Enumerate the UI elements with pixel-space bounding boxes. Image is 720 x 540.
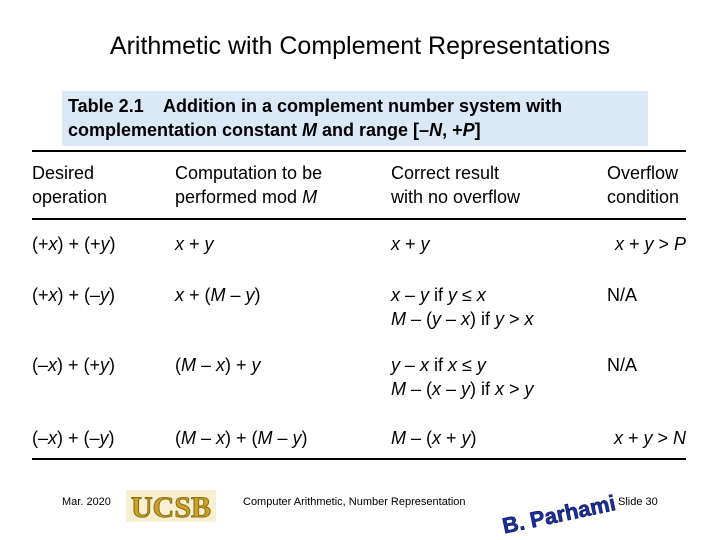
table-row-1-overflow: x + y > P (614, 234, 686, 254)
footer-slide-number: Slide 30 (618, 496, 658, 508)
slide-title: Arithmetic with Complement Representations (109, 32, 611, 60)
table-row-2-operation: (+x) + (–y) (32, 285, 116, 305)
table-row-4-operation: (–x) + (–y) (32, 428, 115, 448)
table-top-rule (32, 150, 686, 152)
table-row-3-computation: (M – x) + y (175, 355, 261, 375)
footer-date: Mar. 2020 (62, 496, 111, 508)
caption-line-1: Table 2.1 Addition in a complement number system with (68, 96, 563, 116)
header-result: Correct result with no overflow (391, 163, 521, 207)
header-overflow: Overflow condition (607, 163, 680, 207)
table-bottom-rule (32, 458, 686, 460)
table-caption (68, 94, 668, 142)
header-operation: Desired operation (32, 163, 108, 207)
ucsb-logo (126, 486, 216, 526)
table-row-4-result: M – (x + y) (391, 428, 477, 448)
table-row-2-result: x – y if y ≤ x M – (y – x) if y > x (391, 285, 534, 329)
table-row-3-operation: (–x) + (+y) (32, 355, 116, 375)
ucsb-logo-text: UCSB (130, 491, 212, 524)
table-row-4-computation: (M – x) + (M – y) (175, 428, 308, 448)
caption-line-2: complementation constant M and range [–N, +P] (68, 120, 481, 140)
table-row-4-overflow: x + y > N (613, 428, 686, 448)
footer-center-text: Computer Arithmetic, Number Representation (243, 496, 466, 508)
table-row-1-result: x + y (391, 234, 430, 254)
table-row-3-result: y – x if x ≤ y M – (x – y) if x > y (391, 355, 534, 399)
author-logo-text: B. Parhami (500, 490, 618, 539)
table-row-2-overflow: N/A (607, 285, 638, 305)
header-bottom-rule (32, 218, 686, 220)
author-logo (500, 484, 618, 539)
table-row-3-overflow: N/A (607, 355, 638, 375)
header-computation: Computation to be performed mod M (175, 163, 323, 207)
table-row-2-computation: x + (M – y) (175, 285, 261, 305)
table-row-1-operation: (+x) + (+y) (32, 234, 116, 254)
table-row-1-computation: x + y (175, 234, 214, 254)
